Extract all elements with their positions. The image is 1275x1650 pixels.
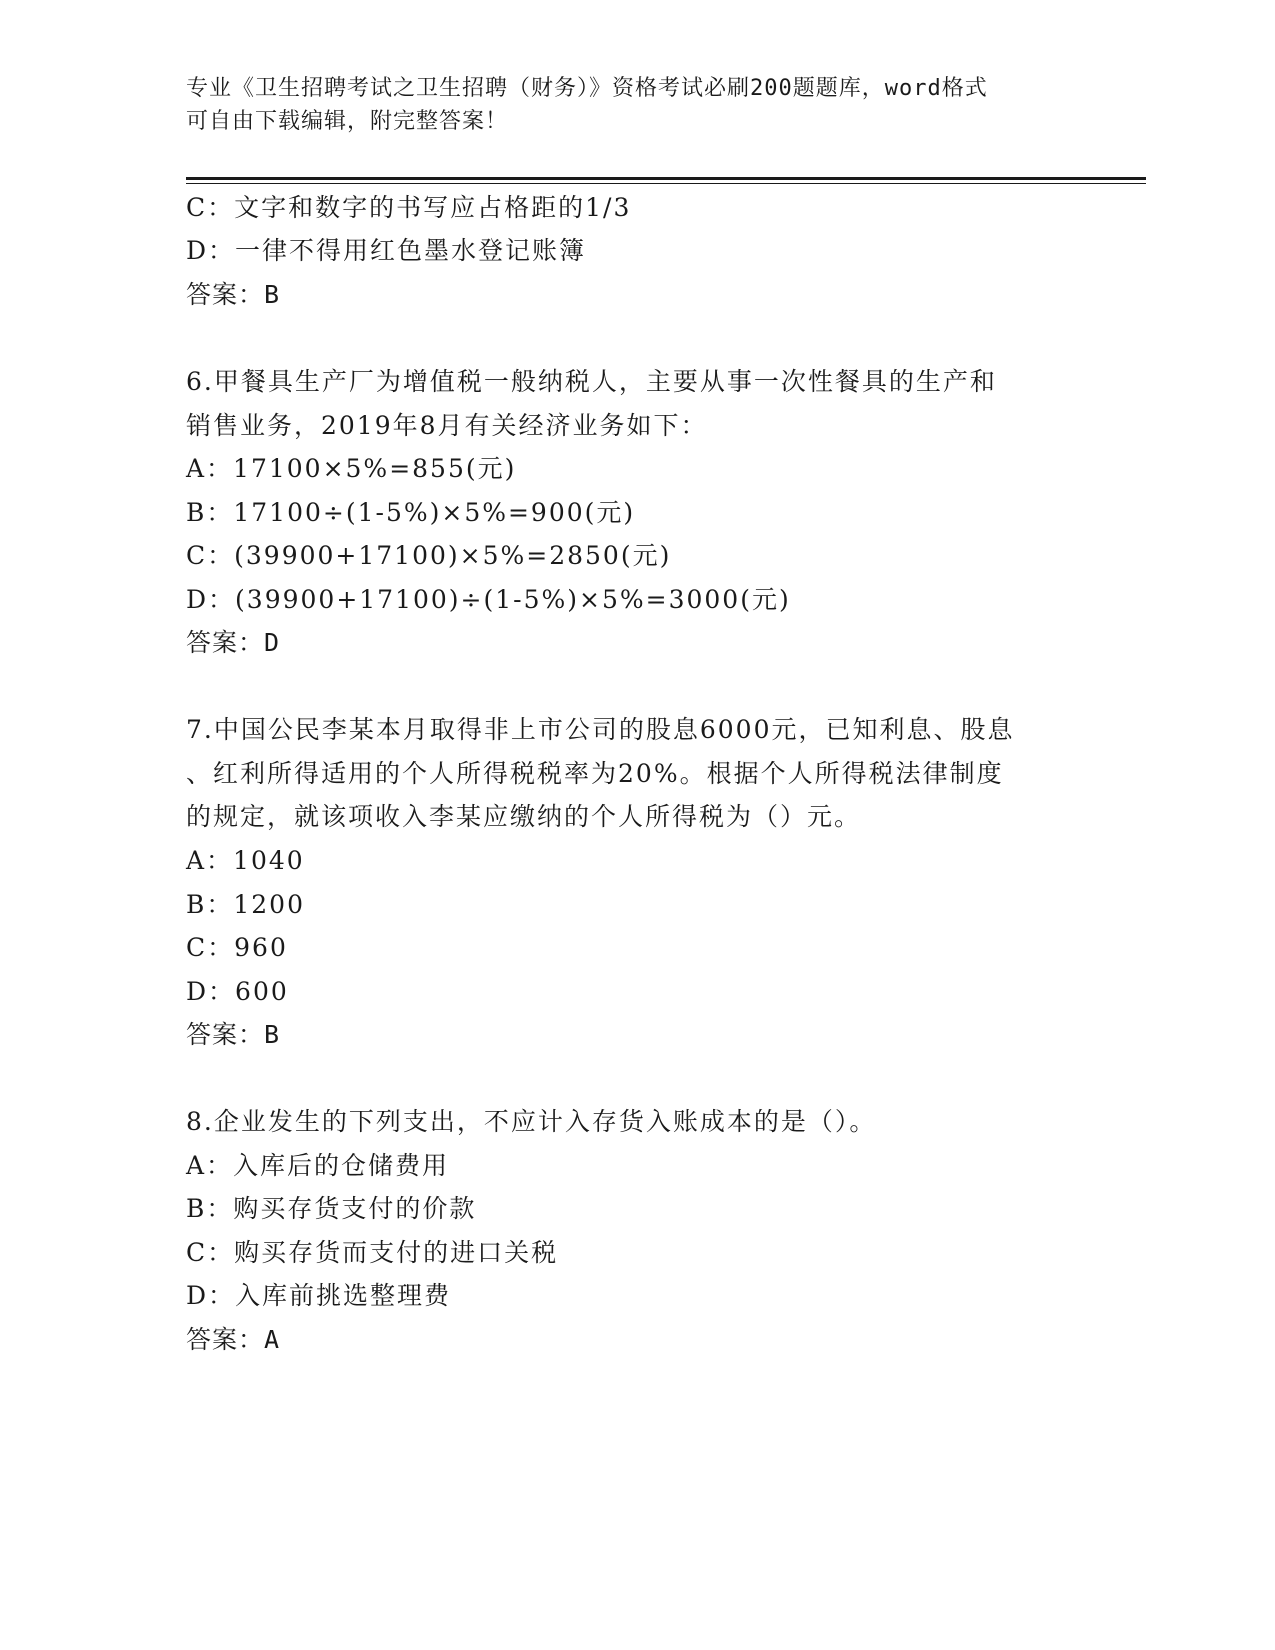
q6-option-c: C：(39900+17100)×5%=2850(元)	[186, 541, 672, 570]
q8-option-a: A：入库后的仓储费用	[186, 1151, 450, 1180]
q7-option-a: A：1040	[186, 846, 305, 875]
q8-stem-line-1: 8.企业发生的下列支出，不应计入存货入账成本的是（）。	[186, 1107, 877, 1136]
q7-stem-line-3: 的规定，就该项收入李某应缴纳的个人所得税为（）元。	[186, 802, 862, 831]
q6-stem-line-2: 销售业务，2019年8月有关经济业务如下：	[186, 411, 708, 440]
q8-option-d: D：入库前挑选整理费	[186, 1281, 452, 1310]
q6-stem-line-1: 6.甲餐具生产厂为增值税一般纳税人，主要从事一次性餐具的生产和	[186, 367, 997, 396]
q5-option-c: C：文字和数字的书写应占格距的1/3	[186, 193, 632, 222]
q8-option-b: B：购买存货支付的价款	[186, 1194, 477, 1223]
header-title-line-2: 可自由下载编辑，附完整答案！	[186, 109, 509, 134]
q6-answer: 答案：D	[186, 628, 281, 657]
q5-option-d: D：一律不得用红色墨水登记账簿	[186, 236, 587, 265]
document-header	[186, 72, 1066, 138]
q8-answer: 答案：A	[186, 1325, 281, 1354]
q7-option-b: B：1200	[186, 890, 305, 919]
header-rule-thick	[186, 177, 1146, 180]
q7-stem-line-2: 、红利所得适用的个人所得税税率为20%。根据个人所得税法律制度	[186, 759, 1004, 788]
q6-option-b: B：17100÷(1-5%)×5%=900(元)	[186, 498, 636, 527]
q7-answer: 答案：B	[186, 1020, 281, 1049]
q7-option-c: C：960	[186, 933, 288, 962]
q6-option-d: D：(39900+17100)÷(1-5%)×5%=3000(元)	[186, 585, 791, 614]
q7-stem-line-1: 7.中国公民李某本月取得非上市公司的股息6000元，已知利息、股息	[186, 715, 1015, 744]
header-rule-thin	[186, 183, 1146, 184]
q5-answer: 答案：B	[186, 280, 281, 309]
q6-option-a: A：17100×5%=855(元)	[186, 454, 517, 483]
q7-option-d: D：600	[186, 977, 289, 1006]
header-title-line-1: 专业《卫生招聘考试之卫生招聘（财务）》资格考试必刷200题题库，word格式	[186, 76, 988, 101]
q8-option-c: C：购买存货而支付的进口关税	[186, 1238, 559, 1267]
